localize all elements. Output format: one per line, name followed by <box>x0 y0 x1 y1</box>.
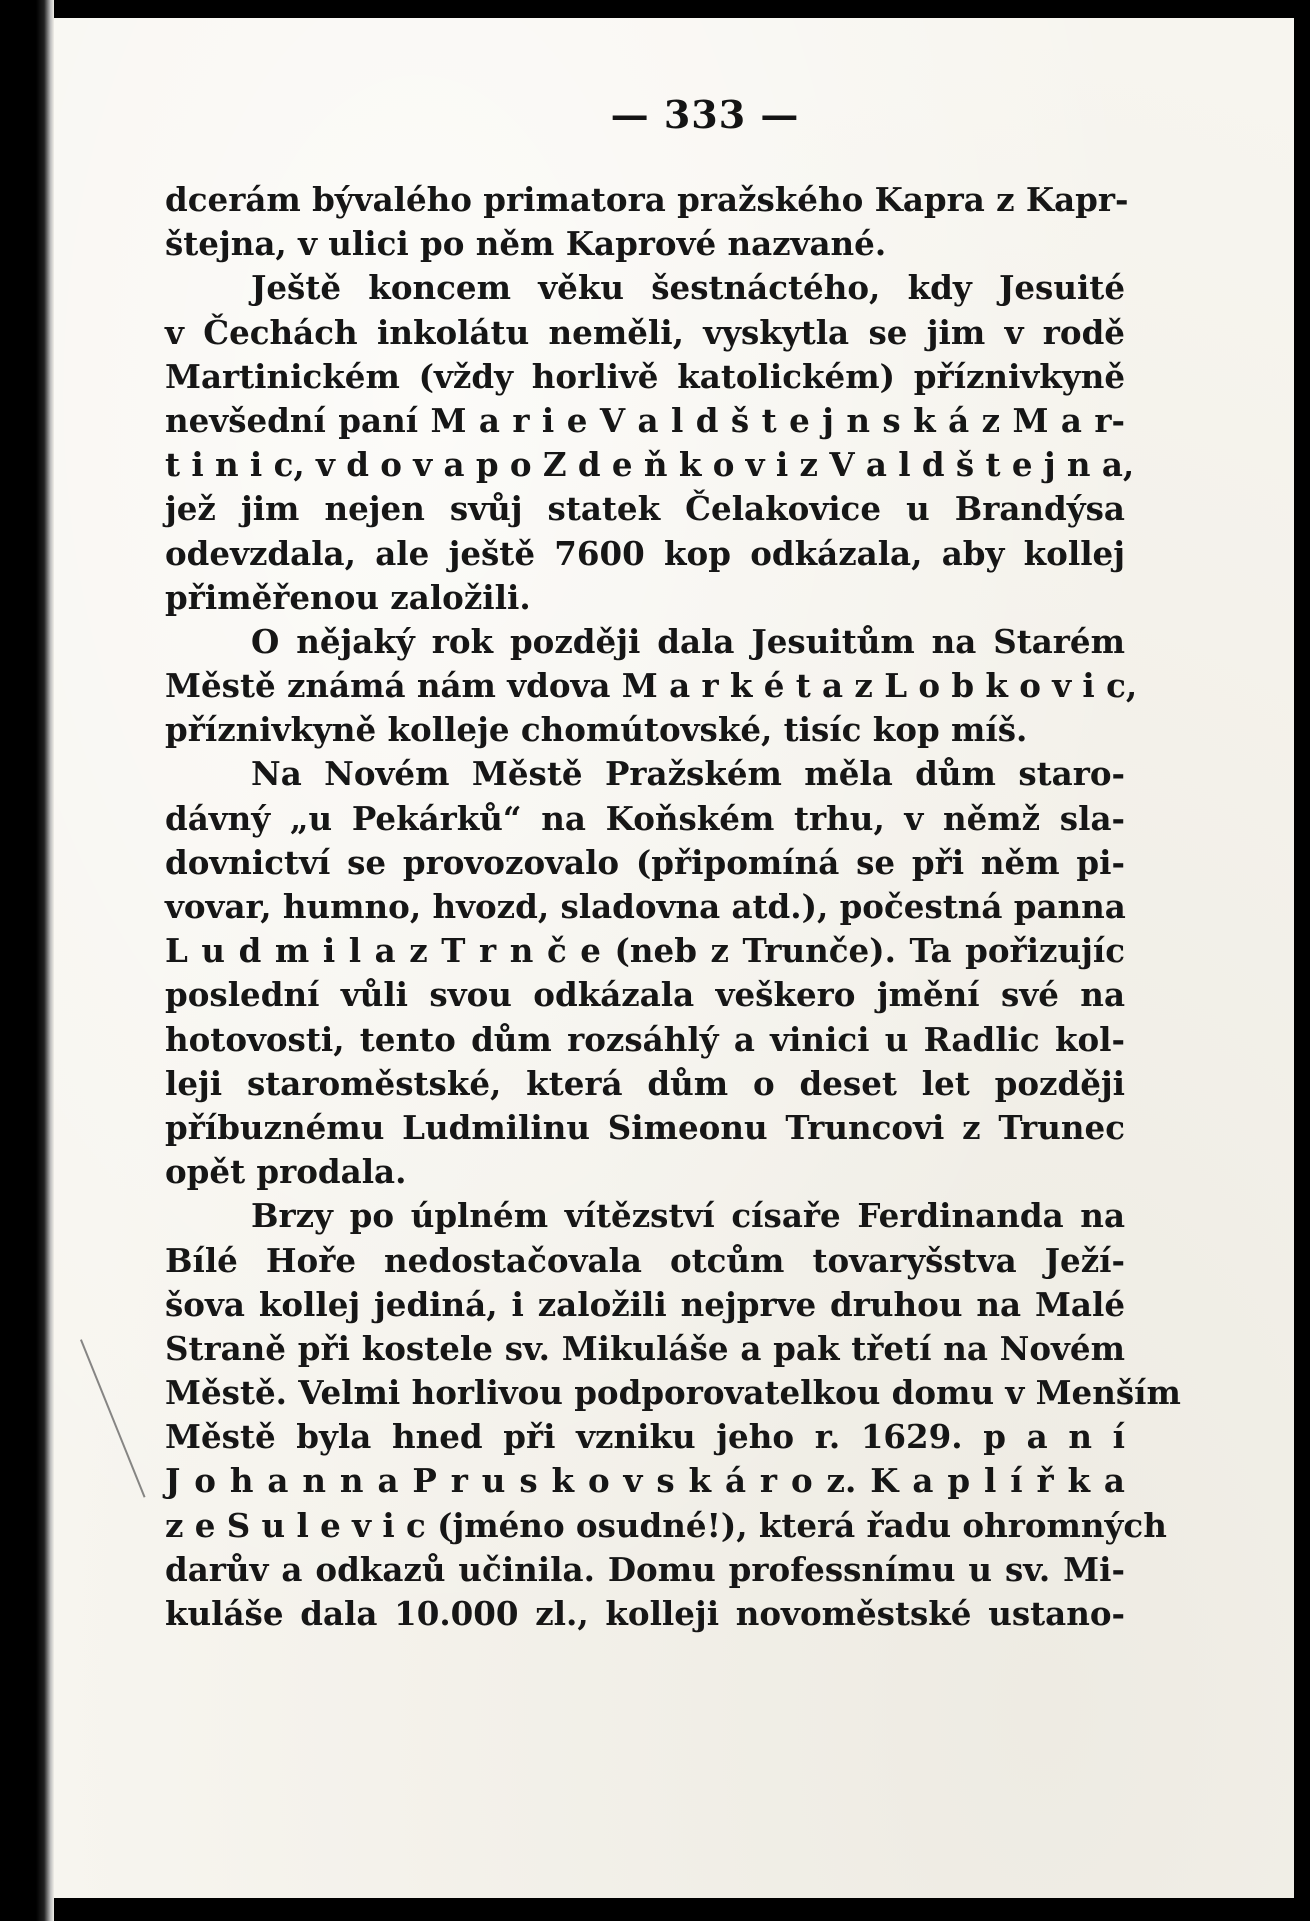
text-line: poslední vůli svou odkázala veškero jmění své na <box>165 975 1125 1015</box>
text-line: opět prodala. <box>165 1152 407 1192</box>
text-line: nevšední paní M a r i e V a l d š t e j n s k á z M a r- <box>165 400 1125 440</box>
paragraph-first-line: O nějaký rok později dala Jesuitům na Starém <box>251 621 1125 661</box>
text-line: dcerám bývalého primatora pražského Kapra z Kapr- <box>165 180 1129 219</box>
text-line: dovnictví se provozovalo (připomíná se při něm pi- <box>165 842 1125 882</box>
text-line: darův a odkazů učinila. Domu professnímu u sv. Mi- <box>165 1549 1125 1589</box>
text-line: dávný „u Pekárků“ na Koňském trhu, v němž sla- <box>165 798 1125 838</box>
text-line: štejna, v ulici po něm Kaprové nazvané. <box>165 224 887 264</box>
page-number: — 333 — <box>610 92 800 137</box>
text-line: J o h a n n a P r u s k o v s k á r o z. K a p l í ř k a <box>165 1461 1125 1501</box>
text-line: Městě. Velmi horlivou podporovatelkou domu v Menším <box>165 1373 1181 1413</box>
text-line: L u d m i l a z T r n č e (neb z Trunče). Ta pořizujíc <box>165 931 1125 971</box>
paragraph-first-line: Brzy po úplném vítězství císaře Ferdinanda na <box>251 1196 1125 1236</box>
text-line: Straně při kostele sv. Mikuláše a pak třetí na Novém <box>165 1328 1125 1368</box>
paragraph-first-line: Na Novém Městě Pražském měla dům staro- <box>251 754 1125 794</box>
text-line: v Čechách inkolátu neměli, vyskytla se jim v rodě <box>165 312 1125 352</box>
text-line: t i n i c, v d o v a p o Z d e ň k o v i z V a l d š t e j n a, <box>165 445 1135 485</box>
text-line: přiměřenou založili. <box>165 577 531 617</box>
text-line: Bílé Hoře nedostačovala otcům tovaryšstva Ježí- <box>165 1240 1125 1280</box>
text-line: Městě byla hned při vzniku jeho r. 1629. p a n í <box>165 1417 1125 1457</box>
text-line: z e S u l e v i c (jméno osudné!), která řadu ohromných <box>165 1505 1167 1545</box>
text-line: kuláše dala 10.000 zl., kolleji novoměstské ustano- <box>165 1594 1125 1633</box>
text-line: Městě známá nám vdova M a r k é t a z L o b k o v i c, <box>165 666 1138 706</box>
text-line: příznivkyně kolleje chomútovské, tisíc kop míš. <box>165 710 1028 750</box>
text-line: hotovosti, tento dům rozsáhlý a vinici u Radlic kol- <box>165 1019 1125 1059</box>
paragraph-first-line: Ještě koncem věku šestnáctého, kdy Jesuité <box>251 268 1125 308</box>
text-line: leji staroměstské, která dům o deset let později <box>165 1063 1125 1103</box>
text-line: jež jim nejen svůj statek Čelakovice u Brandýsa <box>165 489 1125 529</box>
text-line: šova kollej jediná, i založili nejprve druhou na Malé <box>165 1284 1125 1324</box>
text-line: odevzdala, ale ještě 7600 kop odkázala, aby kollej <box>165 533 1125 573</box>
text-line: vovar, humno, hvozd, sladovna atd.), počestná panna <box>165 887 1126 926</box>
book-spine-shadow <box>36 0 54 1921</box>
text-line: Martinickém (vždy horlivě katolickém) příznivkyně <box>165 356 1125 396</box>
body-text <box>165 178 1181 1636</box>
text-line: příbuznému Ludmilinu Simeonu Truncovi z Trunec <box>165 1107 1125 1147</box>
